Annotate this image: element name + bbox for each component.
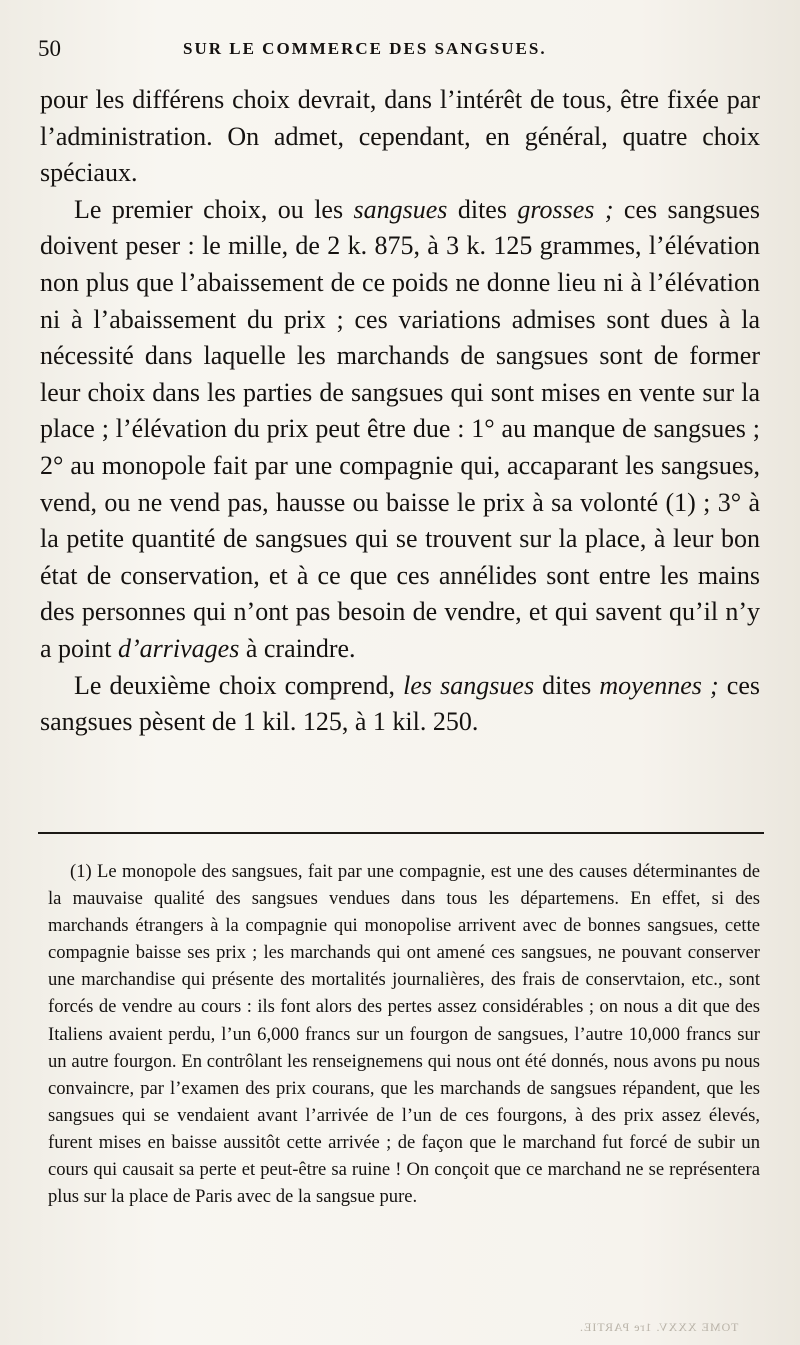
p3-text-e: ces sangsues pèsent de 1 kil. 125, à 1 kil. 250. (40, 670, 760, 737)
p2-text-a: Le premier choix, ou les (74, 194, 354, 224)
p2-italic-arrivages: d’arrivages (118, 633, 240, 663)
footnote-text: (1) Le monopole des sangsues, fait par une compagnie, est une des causes déterminantes de la mauvaise qualité des sangsues vendues dans tous les départemens. En effet, si des marchands étrangers à la compagnie qui monopolise arrivent avec de bonnes sangsues, cette compagnie baisse ses prix ; les marchands qui ont amené ces sangsues, ne pouvant conserver une marchandise qui présente des mortalités journalières, des frais de conservtaion, etc., sont forcés de vendre au cours : ils font alors des pertes assez considérables ; on nous a dit que des Italiens avaient perdu, l’un 6,000 francs sur un fourgon de sangsues, l’autre 10,000 francs sur un autre fourgon. En contrôlant les renseignemens qui nous ont été donnés, nous avons pu nous convaincre, par l’examen des prix courans, que les marchands de sangsues répandent, que les sangsues qui se vendaient avant l’arrivée de l’un de ces fourgons, à des prix assez élevés, furent mises en baisse aussitôt cette arrivée ; de façon que le marchand fut forcé de subir un cours qui causait sa perte et peut-être sa ruine ! On conçoit que ce marchand ne se représentera plus sur la place de Paris avec de la sangsue pure. (48, 861, 760, 1208)
paragraph-2 (40, 192, 760, 668)
page-number: 50 (38, 36, 61, 61)
footnote-divider (38, 832, 764, 834)
bleed-through-text: TOME XXXV. 1re PARTIE. (578, 1320, 738, 1334)
p2-text-g: à craindre. (239, 633, 356, 663)
p3-italic-les-sangsues: les sangsues (403, 670, 535, 700)
bottom-margin (0, 1318, 800, 1338)
main-text (40, 82, 760, 741)
page-header (38, 36, 760, 66)
p2-italic-grosses: grosses ; (517, 194, 614, 224)
footnote (48, 858, 760, 1210)
running-title: SUR LE COMMERCE DES SANGSUES. (183, 39, 547, 58)
p3-text-c: dites (534, 670, 600, 700)
p2-text-e: ces sangsues doivent peser : le mille, de 2 k. 875, à 3 k. 125 grammes, l’élévation non plus que l’abaissement de ce poids ne donne lieu ni à l’élévation ni à l’abaissement du prix ; ces variations admises sont dues à la nécessité dans laquelle les marchands de sangsues sont de former leur choix dans les parties de sangsues qui sont mises en vente sur la place ; l’élévation du prix peut être due : 1° au manque de sangsues ; 2° au monopole fait par une compagnie qui, accaparant les sangsues, vend, ou ne vend pas, hausse ou baisse le prix à sa volonté (1) ; 3° à la petite quantité de sangsues qui se trouvent sur la place, à leur bon état de conservation, et à ce que ces annélides sont entre les mains des personnes qui n’ont pas besoin de vendre, et qui savent qu’il n’y a point (40, 194, 760, 663)
p2-text-c: dites (447, 194, 518, 224)
paragraph-3 (40, 668, 760, 741)
p2-italic-sangsues: sangsues (353, 194, 448, 224)
p3-italic-moyennes: moyennes ; (599, 670, 719, 700)
paragraph-1: pour les différens choix devrait, dans l’intérêt de tous, être fixée par l’administration. On admet, cependant, en général, quatre choix spéciaux. (40, 85, 760, 188)
p3-text-a: Le deuxième choix comprend, (74, 670, 404, 700)
